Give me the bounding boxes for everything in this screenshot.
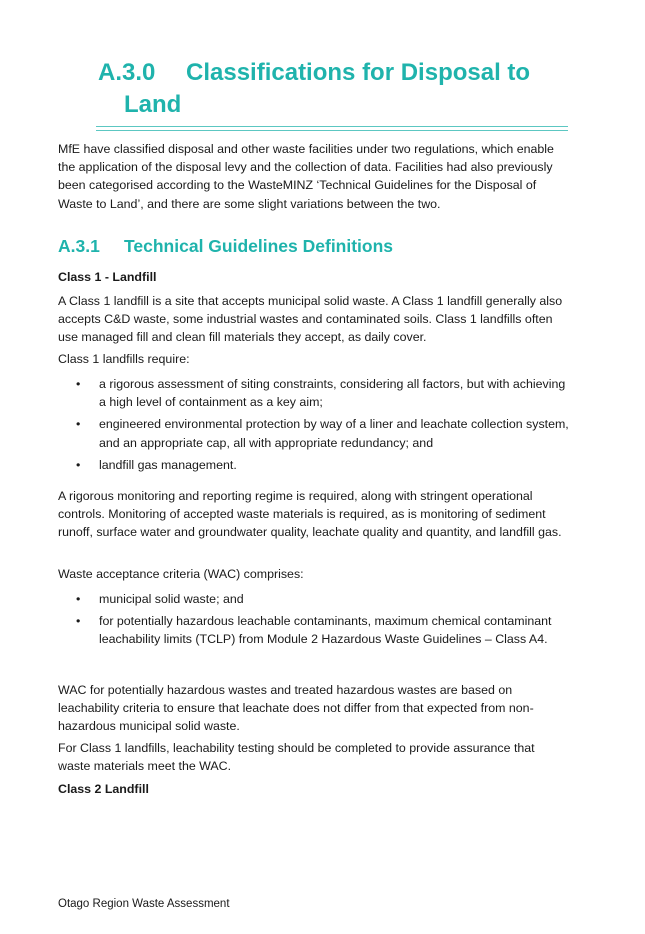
page-footer: Otago Region Waste Assessment xyxy=(58,898,230,910)
class1-requirements-list xyxy=(58,375,570,478)
class1-monitoring: A rigorous monitoring and reporting regime is required, along with stringent operational controls. Monitoring of accepted waste materials is required, as is monitoring of sediment runoff, surface water and groundwater quality, leachate quality and quantity, and landfill gas. xyxy=(58,489,562,540)
list-item xyxy=(58,375,570,411)
bullet-icon: • xyxy=(76,417,81,432)
class1-wac-list xyxy=(58,590,570,653)
list-item-text: municipal solid waste; and xyxy=(99,592,244,606)
class1-heading: Class 1 - Landfill xyxy=(58,270,157,284)
class2-heading: Class 2 Landfill xyxy=(58,782,149,796)
section-title: Technical Guidelines Definitions xyxy=(124,236,394,256)
class1-testing: For Class 1 landfills, leachability testing should be completed to provide assurance that waste materials meet the WAC. xyxy=(58,741,535,774)
main-heading-line1 xyxy=(98,57,578,89)
main-heading-title-line1: Classifications for Disposal to xyxy=(186,59,531,86)
list-item-text: landfill gas management. xyxy=(99,457,237,472)
main-heading-number: A.3.0 xyxy=(98,59,156,86)
intro-paragraph: MfE have classified disposal and other waste facilities under two regulations, which enable the application of the disposal levy and the collection of data. Facilities had also previously been categorised according to the WasteMINZ ‘Technical Guidelines for the Disposal of Waste to Land’, and there are some slight variations between the two. xyxy=(58,142,554,211)
heading-rule-top xyxy=(96,126,568,127)
class1-requires-intro: Class 1 landfills require: xyxy=(58,352,190,366)
list-item-text: engineered environmental protection by way of a liner and leachate collection system, and an appropriate cap, all with appropriate redundancy; and xyxy=(99,417,569,450)
class1-wac-hazardous: WAC for potentially hazardous wastes and treated hazardous wastes are based on leachability criteria to ensure that leachate does not differ from that expected from non-hazardous municipal solid waste. xyxy=(58,683,534,734)
bullet-icon: • xyxy=(76,614,81,629)
class1-wac-intro: Waste acceptance criteria (WAC) comprises: xyxy=(58,567,304,581)
class1-description: A Class 1 landfill is a site that accepts municipal solid waste. A Class 1 landfill generally also accepts C&D waste, some industrial wastes and contaminated soils. Class 1 landfills often use managed fill and clean fill materials they accept, as daily cover. xyxy=(58,294,563,345)
bullet-icon: • xyxy=(76,377,81,391)
list-item-text: a rigorous assessment of siting constraints, considering all factors, but with achieving a high level of containment as a key aim; xyxy=(99,377,566,410)
list-item xyxy=(58,612,570,648)
list-item-text: for potentially hazardous leachable contaminants, maximum chemical contaminant leachability limits (TCLP) from Module 2 Hazardous Waste Guidelines – Class A4. xyxy=(99,614,552,647)
list-item xyxy=(58,456,570,474)
bullet-icon: • xyxy=(76,592,81,606)
section-heading xyxy=(58,234,393,258)
heading-rule-bottom xyxy=(96,130,568,131)
main-heading xyxy=(98,57,578,121)
list-item xyxy=(58,415,570,451)
main-heading-title-line2: Land xyxy=(124,91,182,118)
section-number: A.3.1 xyxy=(58,236,100,256)
bullet-icon: • xyxy=(76,457,81,472)
list-item xyxy=(58,590,570,608)
